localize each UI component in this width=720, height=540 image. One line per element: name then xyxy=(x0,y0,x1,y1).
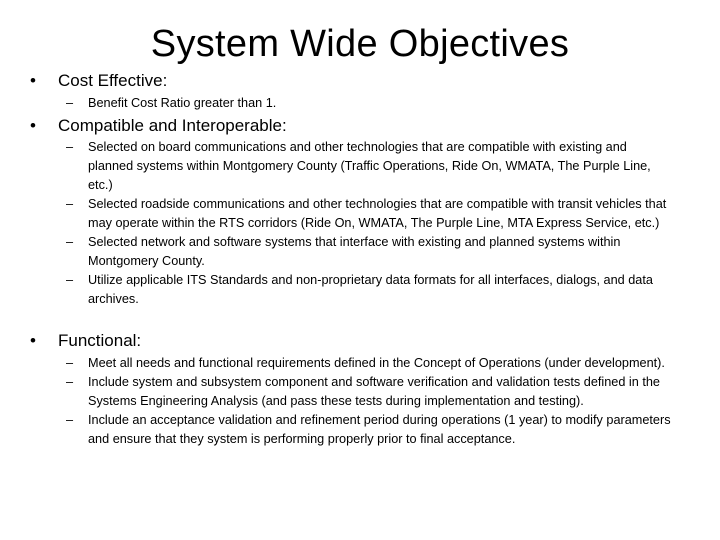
section-heading: Cost Effective: xyxy=(58,71,168,90)
list-item xyxy=(66,373,672,411)
bullet-icon: • xyxy=(30,116,36,135)
list-item-text: Utilize applicable ITS Standards and non-proprietary data formats for all interfaces, dialogs, and data archives. xyxy=(88,273,653,306)
list-item xyxy=(66,94,672,113)
dash-icon: – xyxy=(66,273,74,287)
dash-icon: – xyxy=(66,413,74,427)
bullet-icon: • xyxy=(30,71,36,90)
list-item-text: Selected roadside communications and other technologies that are compatible with transit vehicles that may operate within the RTS corridors (Ride On, WMATA, The Purple Line, MTA Express Service, etc.) xyxy=(88,197,667,230)
dash-icon: – xyxy=(66,356,74,370)
list-item-text: Benefit Cost Ratio greater than 1. xyxy=(88,96,277,110)
list-item xyxy=(66,233,672,271)
dash-icon: – xyxy=(66,375,74,389)
list-item xyxy=(66,411,672,449)
sub-list-functional xyxy=(66,354,672,449)
dash-icon: – xyxy=(66,235,74,249)
list-item-text: Include system and subsystem component and software verification and validation tests defined in the Systems Engineering Analysis (and pass these tests during implementation and testing). xyxy=(88,375,660,408)
sub-list-compatible xyxy=(66,138,672,309)
list-item-text: Include an acceptance validation and refinement period during operations (1 year) to modify parameters and ensure that they system is performing properly prior to final acceptance. xyxy=(88,413,671,446)
bullet-icon: • xyxy=(30,331,36,350)
slide-title: System Wide Objectives xyxy=(150,23,570,65)
dash-icon: – xyxy=(66,96,74,110)
list-item-text: Meet all needs and functional requirements defined in the Concept of Operations (under development). xyxy=(88,356,665,370)
dash-icon: – xyxy=(66,197,74,211)
section-heading: Functional: xyxy=(58,331,142,350)
sub-list-cost-effective xyxy=(66,94,672,113)
list-item xyxy=(66,354,672,373)
dash-icon: – xyxy=(66,140,74,154)
list-item xyxy=(66,195,672,233)
list-item xyxy=(66,271,672,309)
list-item-text: Selected network and software systems that interface with existing and planned systems within Montgomery County. xyxy=(88,235,621,268)
section-heading: Compatible and Interoperable: xyxy=(58,116,287,135)
list-item xyxy=(66,138,672,195)
list-item-text: Selected on board communications and other technologies that are compatible with existing and planned systems within Montgomery County (Traffic Operations, Ride On, WMATA, The Purple Line, etc.) xyxy=(88,140,651,192)
